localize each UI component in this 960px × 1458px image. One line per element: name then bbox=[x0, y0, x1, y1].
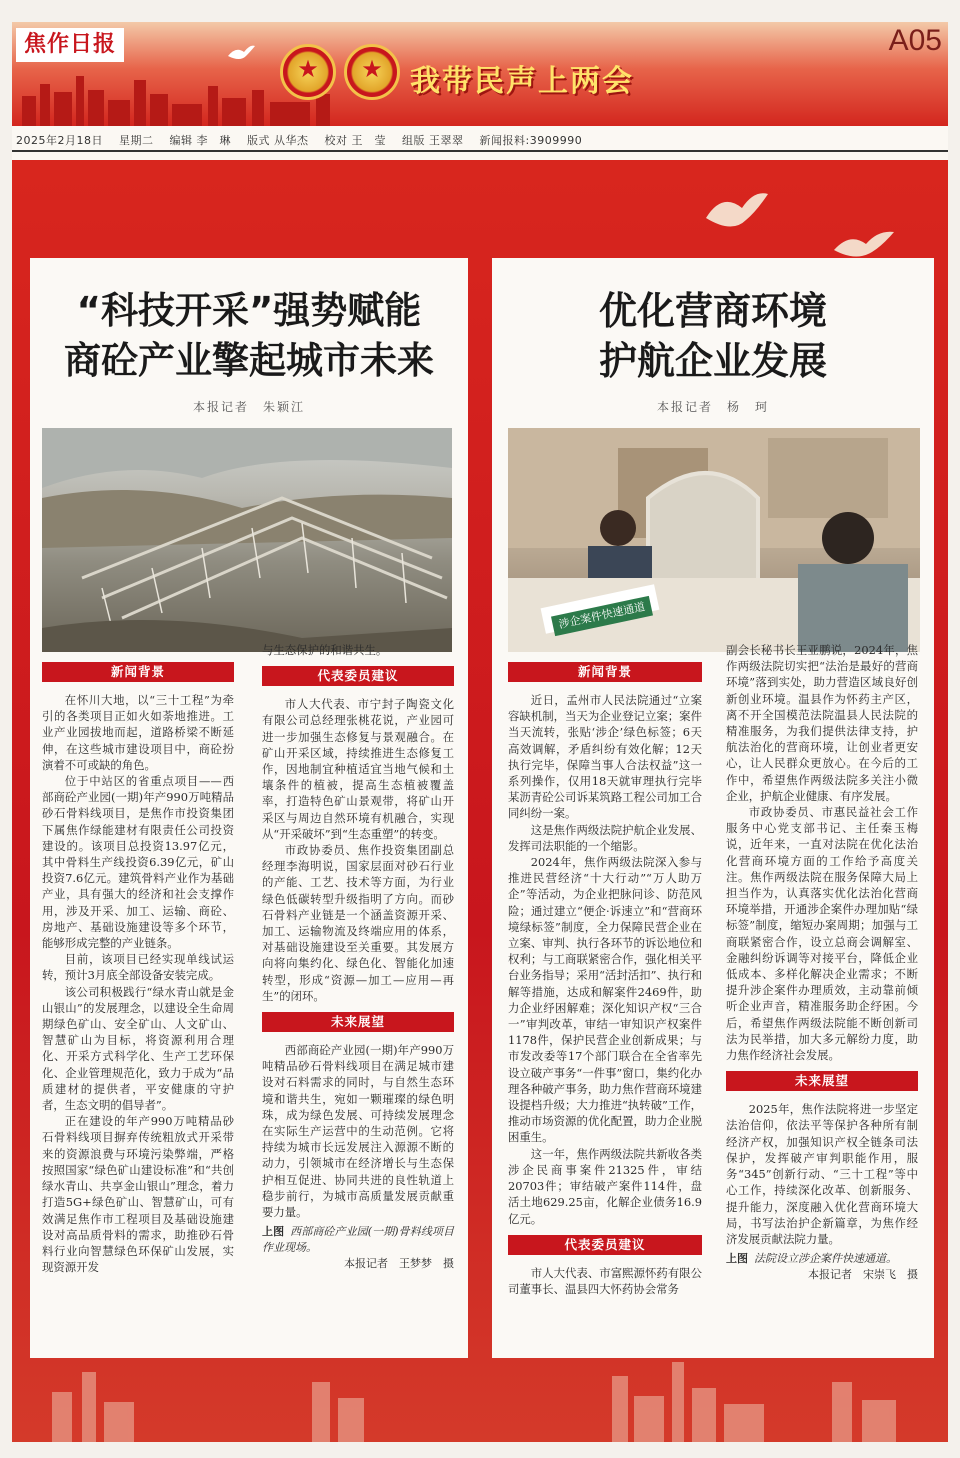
masthead-banner bbox=[12, 22, 948, 126]
proofreader-credit: 校对 王 莹 bbox=[324, 134, 386, 147]
article-paragraph: 副会长秘书长王亚鹏说，2024年，焦作两级法院切实把“法治是最好的营商环境”落到实处，助力营造区域良好创新创业环境。温县作为怀药主产区，离不开全国模范法院温县人民法院的精准服务，为我们提供法律支持，护航法治化的营商环境，让创业者更安心，让人民群众更放心。在今后的工作中，希望焦作两级法院多关注小微企业，护航企业健康、有序发展。 bbox=[726, 643, 918, 803]
right-text-column-2 bbox=[726, 642, 918, 1283]
page-number: A05 bbox=[888, 24, 942, 57]
dove-icon bbox=[832, 228, 896, 262]
section-header-news-background: 新闻背景 bbox=[508, 662, 702, 682]
section-header-future-outlook: 未来展望 bbox=[262, 1012, 454, 1032]
article-paragraph: 正在建设的年产990万吨精品砂石骨料线项目摒弃传统粗放式开采带来的资源浪费与环境污染弊端，严格按照国家“绿色矿山建设标准”和“共创绿水青山、共享金山银山”理念，着力打造5G+绿色矿山、智慧矿山，可有效满足焦作市工程项目及基础设施建设对高品质骨料的需求，助推砂石骨料行业向智慧绿色环保矿山发展，实现资源开发 bbox=[42, 1114, 234, 1275]
right-article bbox=[492, 258, 934, 1358]
section-header-future-outlook: 未来展望 bbox=[726, 1071, 918, 1091]
right-byline: 本报记者 杨 珂 bbox=[656, 400, 769, 414]
article-paragraph: 近日，孟州市人民法院通过“立案容缺机制，当天为企业登记立案；案件当天流转，张贴‘涉企’绿色标签；6天高效调解，矛盾纠纷有效化解；12天执行完毕，保障当事人合法权益”这一系列操作，仅用18天就审理执行完毕某沥青砼公司诉某筑路工程公司加工合同纠纷一案。 bbox=[508, 693, 702, 821]
right-photo-court-service-window bbox=[508, 428, 920, 652]
left-photo-construction-site bbox=[42, 428, 452, 652]
caption-text: 西部商砼产业园(一期)骨料线项目作业现场。 bbox=[262, 1225, 454, 1255]
left-headline-line2: 商砼产业擎起城市未来 bbox=[64, 339, 434, 382]
article-paragraph: 与生态保护的和谐共生。 bbox=[262, 643, 388, 657]
newspaper-page bbox=[12, 22, 948, 1442]
dove-icon bbox=[702, 188, 772, 236]
photo-caption bbox=[726, 1251, 918, 1267]
article-paragraph: 在怀川大地，以“三十工程”为牵引的各类项目正如火如荼地推进。工业产业园拔地而起，道路桥梁不断延伸，在这些城市建设项目中，商砼扮演着不可或缺的角色。 bbox=[42, 693, 234, 772]
left-byline: 本报记者 朱颖江 bbox=[192, 400, 305, 414]
photo-credit: 本报记者 宋崇飞 摄 bbox=[808, 1268, 918, 1282]
right-headline bbox=[492, 286, 934, 386]
article-paragraph: 市政协委员、焦作投资集团副总经理李海明说，国家层面对砂石行业的产能、工艺、技术等方面，为行业绿色低碳转型升级指明了方向。而砂石骨料产业链是一个涵盖资源开采、加工、运输物流及终端应用的体系，对基础设施建设至关重要。其发展方向将向集约化、绿色化、智能化加速转型，形成“资源—加工—应用—再生”的闭环。 bbox=[262, 843, 454, 1003]
newspaper-logo: 焦作日报 bbox=[16, 28, 124, 62]
cppcc-emblem-icon bbox=[344, 44, 400, 100]
section-header-deputy-suggestions: 代表委员建议 bbox=[262, 666, 454, 686]
left-headline-line1: “科技开采”强势赋能 bbox=[76, 289, 422, 332]
article-paragraph: 市人大代表、市富熙源怀药有限公司董事长、温县四大怀药协会常务 bbox=[508, 1265, 702, 1296]
left-text-column-2 bbox=[262, 642, 454, 1272]
article-paragraph: 目前，该项目已经实现单线试运转，预计3月底全部设备安装完成。 bbox=[42, 952, 234, 983]
city-skyline-footer bbox=[12, 1352, 948, 1442]
column-slogan: 我带民声上两会 bbox=[410, 64, 634, 99]
article-paragraph: 这是焦作两级法院护航企业发展、发挥司法职能的一个缩影。 bbox=[508, 822, 702, 853]
section-header-news-background: 新闻背景 bbox=[42, 662, 234, 682]
article-paragraph: 位于中站区的省重点项目——西部商砼产业园(一期)年产990万吨精品砂石骨料线项目，是焦作市投资集团下属焦作绿能建材有限责任公司投资建设的。该项目总投资13.97亿元，其中骨料生产线投资6.39亿元，矿山投资7.6亿元。建筑骨料产业作为基础产业，具有强大的经济和社会支撑作用，涉及开采、加工、运输、商砼、房地产、基础设施建设等多个环节，能够形成完整的产业链条。 bbox=[42, 774, 234, 951]
editor-credit: 编辑 李 琳 bbox=[169, 134, 231, 147]
edition-info-line bbox=[16, 132, 594, 148]
left-text-column-1 bbox=[42, 662, 234, 1275]
article-paragraph: 市政协委员、市惠民益社会工作服务中心党支部书记、主任秦玉梅说，近年来，一直对法院在优化法治化营商环境方面的工作给予高度关注。焦作两级法院在服务保障大局上担当作为，认真落实优化法治化营商环境举措，开通涉企案件办理加贴“绿标签”制度，缩短办案周期；加强与工商联紧密合作，设立总商会调解室、金融纠纷诉调等对接平台，降低企业低成本、多样化解决企业需求；不断提升涉企案件办理质效，主动靠前倾听企业声音，精准服务助企纾困。今后，希望焦作两级法院能不断创新司法为民举措，加大多元解纷力度，助力焦作经济社会发展。 bbox=[726, 805, 918, 1063]
article-paragraph: 该公司积极践行“绿水青山就是金山银山”的发展理念，以建设全生命周期绿色矿山、安全矿山、人文矿山、智慧矿山为目标，将资源利用合理化、开采方式科学化、生产工艺环保化、企业管理规范化，致力于成为“品质建材的提供者，平安健康的守护者，生态文明的倡导者”。 bbox=[42, 984, 234, 1113]
article-paragraph: 2024年，焦作两级法院深入参与推进民营经济“十大行动”“万人助万企”等活动，为企业把脉问诊、防范风险；通过建立“便企·诉速立”和“营商环境绿标签”制度，全力保障民营企业在立案、审判、执行各环节的诉讼地位和权利；与工商联紧密合作，强化相关平台业务指导；采用“活封活扣”、执行和解等措施，达成和解案件2469件，助力企业纾困解难；深化知识产权“三合一”审判改革，审结一审知识产权案件1178件，保护民营企业创新成果；与市发改委等17个部门联合在全省率先设立破产事务“一件事”窗口，集约化办理各种破产事务，助力焦作营商环境建设提档升级；大力推进“执转破”工作，推动市场资源的优化配置，助力企业脱困重生。 bbox=[508, 855, 702, 1145]
express-channel-sign: 涉企案件快速通道 bbox=[551, 596, 653, 636]
article-paragraph: 西部商砼产业园(一期)年产990万吨精品砂石骨料线项目在满足城市建设对石料需求的同时，与自然生态环境和谐共生，宛如一颗璀璨的绿色明珠，成为绿色发展、可持续发展理念在实际生产运营中的生动范例。它将持续为城市长远发展注入源源不断的动力，引领城市在经济增长与生态保护相互促进、协同共进的良性轨道上稳步前行，为城市高质量发展贡献重要力量。 bbox=[262, 1043, 454, 1220]
right-headline-line2: 护航企业发展 bbox=[598, 339, 827, 383]
article-paragraph: 2025年，焦作法院将进一步坚定法治信仰，依法平等保护各种所有制经济产权，加强知识产权全链条司法保护，发挥破产审判职能作用，服务“345”创新行动、“三十工程”等中心工作，持续深化改革、创新服务、提升能力，深度融入优化营商环境大局，书写法治护企新篇章，为焦作经济发展贡献法院力量。 bbox=[726, 1102, 918, 1246]
caption-label: 上图 bbox=[262, 1225, 285, 1239]
issue-date: 2025年2月18日 bbox=[16, 134, 103, 147]
photo-credit: 本报记者 王梦梦 摄 bbox=[344, 1257, 454, 1271]
article-paragraph: 这一年，焦作两级法院共新收各类涉企民商事案件21325件，审结20703件；审结破产案件114件，盘活土地629.25亩，化解企业债务16.9亿元。 bbox=[508, 1146, 702, 1226]
left-article bbox=[30, 258, 468, 1358]
header-divider bbox=[12, 150, 948, 152]
national-emblem-icon bbox=[280, 44, 336, 100]
section-header-deputy-suggestions: 代表委员建议 bbox=[508, 1235, 702, 1255]
photo-caption bbox=[262, 1224, 454, 1256]
issue-weekday: 星期二 bbox=[119, 134, 154, 147]
caption-text: 法院设立涉企案件快速通道。 bbox=[754, 1252, 897, 1266]
dove-icon bbox=[226, 44, 256, 62]
left-headline bbox=[30, 286, 468, 386]
compositor-credit: 组版 王翠翠 bbox=[402, 134, 464, 147]
article-paragraph: 市人大代表、市宁封子陶瓷文化有限公司总经理张桃花说，产业园可进一步加强生态修复与景观融合。在矿山开采区域，持续推进生态修复工作，因地制宜种植适宜当地气候和土壤条件的植被，提高生态植被覆盖率，打造特色矿山景观带，将矿山开采区与周边自然环境有机融合，实现从“开采破坏”到“生态重塑”的转变。 bbox=[262, 697, 454, 841]
news-hotline: 新闻报料:3909990 bbox=[479, 134, 583, 147]
right-text-column-1 bbox=[508, 662, 702, 1297]
red-feature-frame bbox=[12, 160, 948, 1442]
layout-credit: 版式 从华杰 bbox=[247, 134, 309, 147]
right-headline-line1: 优化营商环境 bbox=[598, 289, 827, 333]
caption-label: 上图 bbox=[726, 1252, 748, 1266]
